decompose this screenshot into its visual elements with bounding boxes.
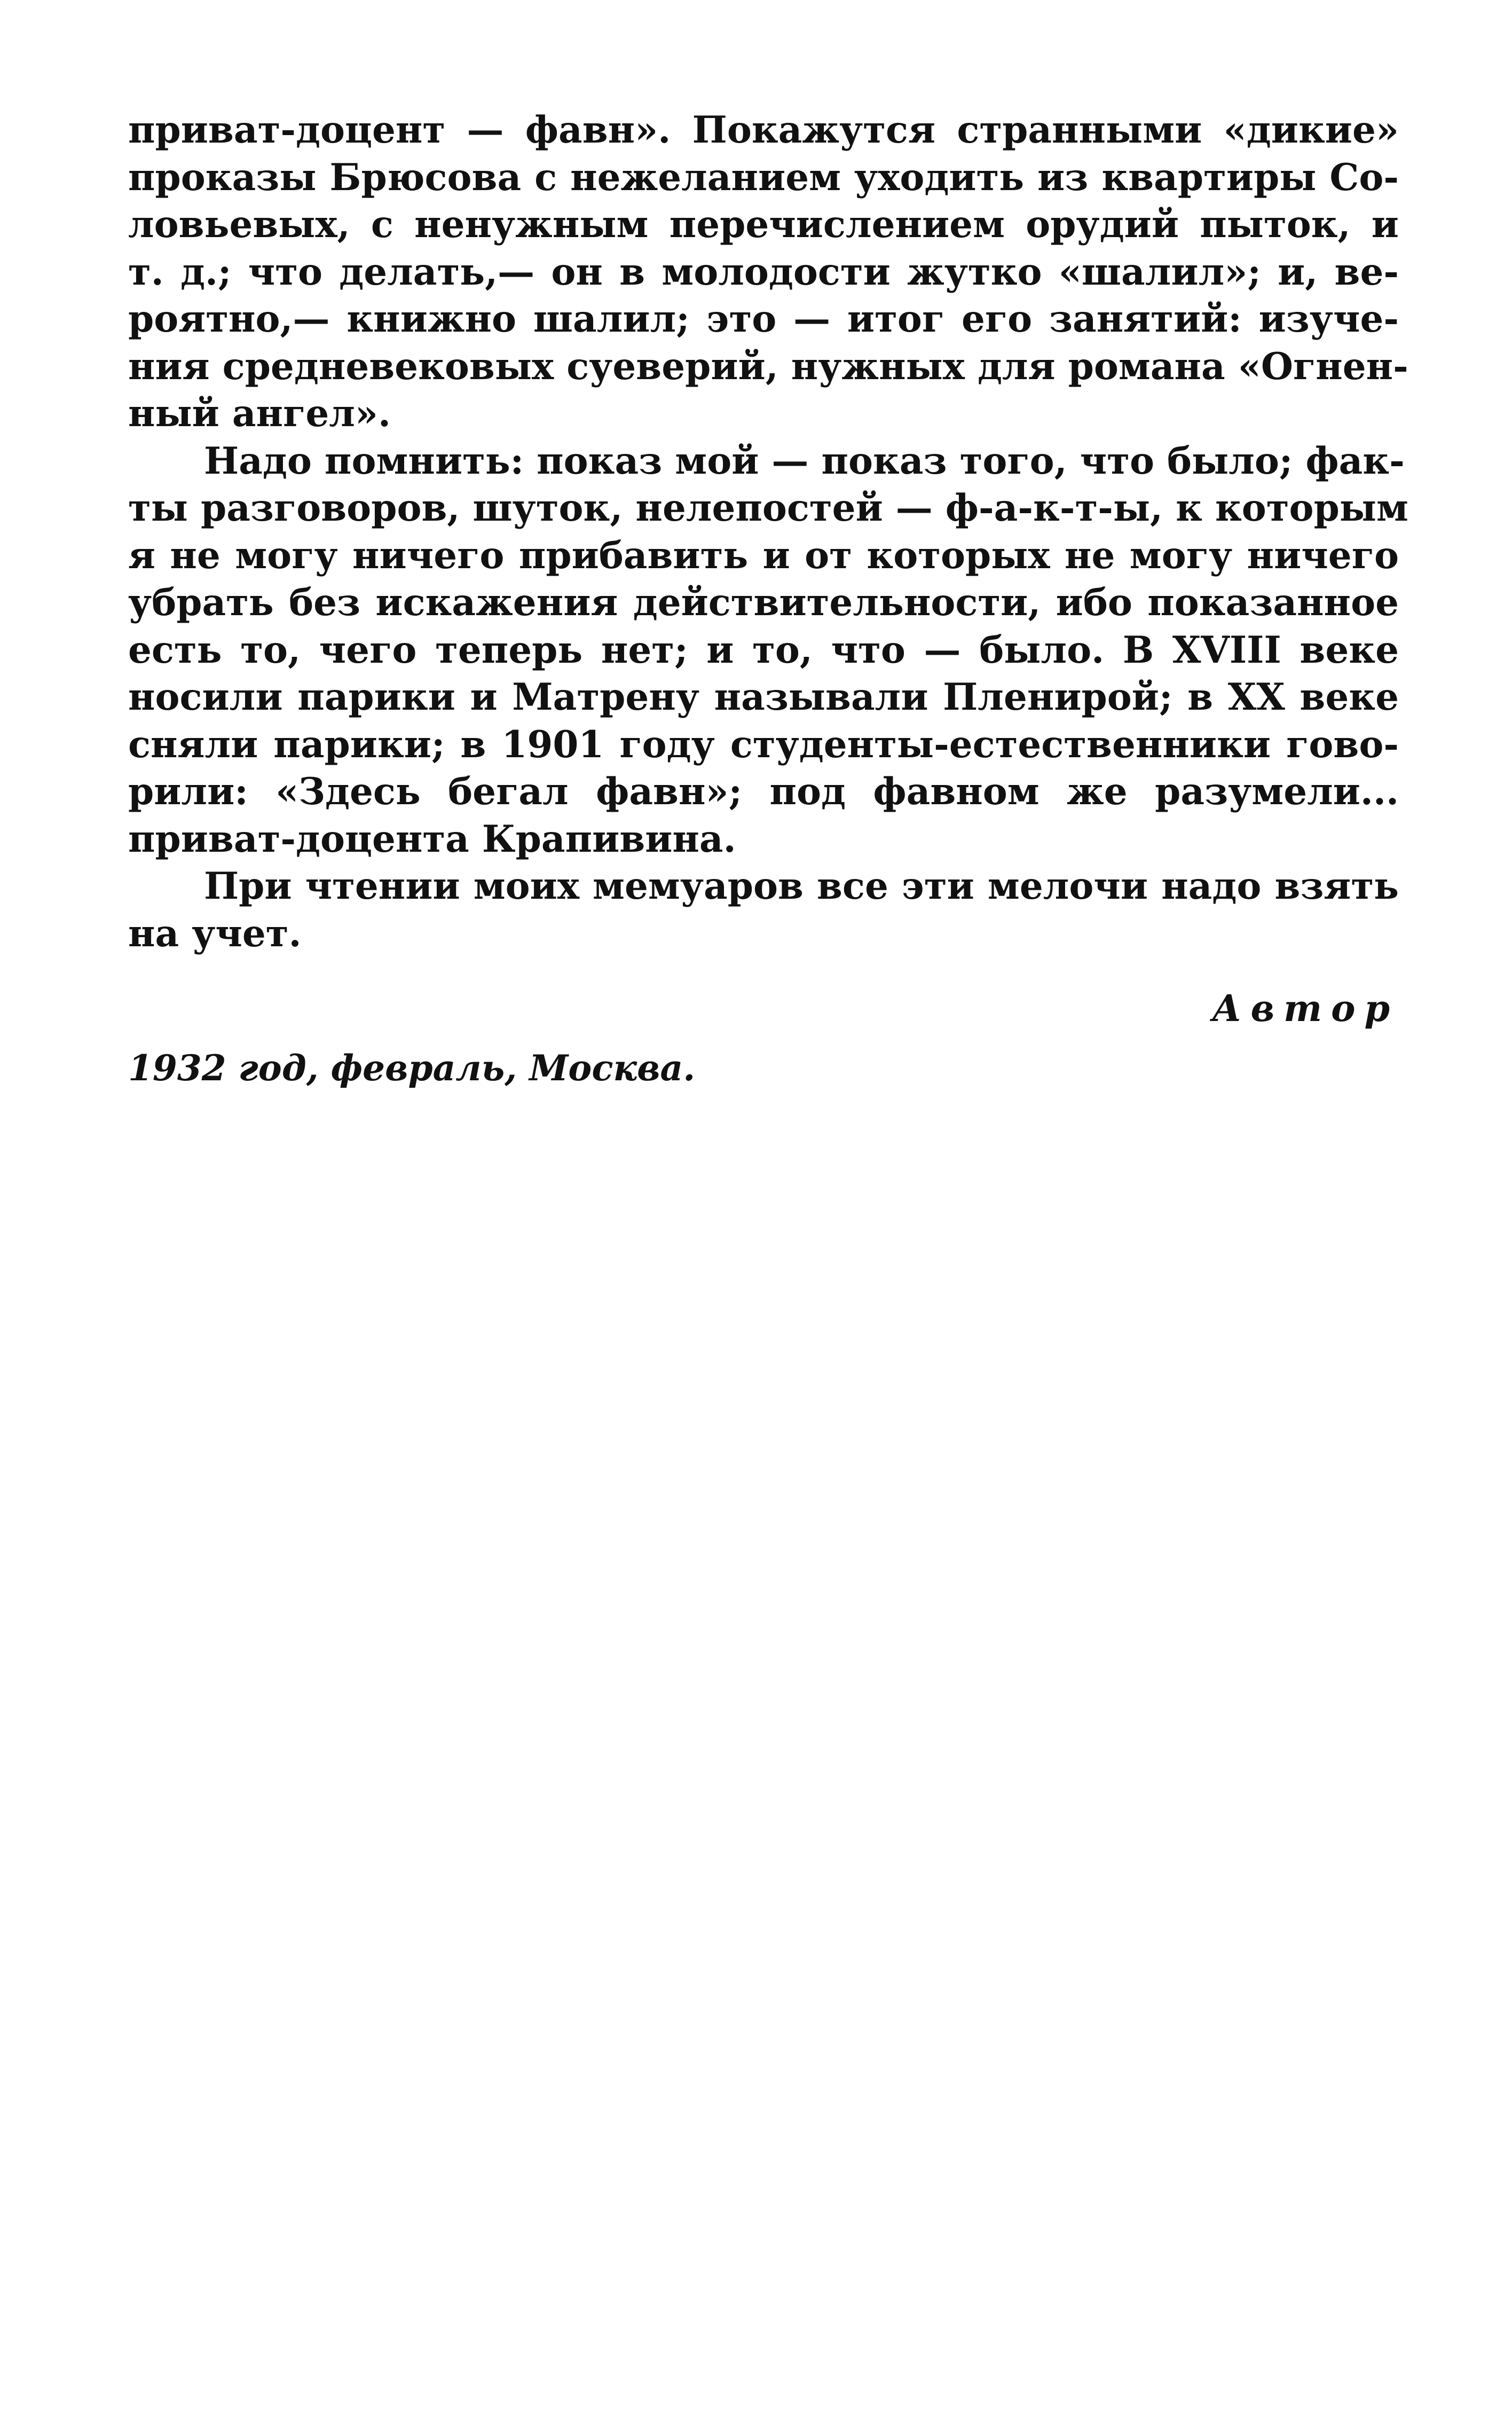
paragraph-1 xyxy=(128,107,1408,438)
text-line: носили парики и Матрену называли Пленирой; в XX веке xyxy=(128,676,1399,719)
text-line: я не могу ничего прибавить и от которых не могу ничего xyxy=(128,533,1399,577)
paragraph-3 xyxy=(128,863,1399,957)
text-line: ты разговоров, шуток, нелепостей — ф-а-к-т-ы, к которым xyxy=(128,486,1408,530)
text-line: ния средневековых суеверий, нужных для романа «Огнен- xyxy=(128,344,1408,388)
text-line: При чтении моих мемуаров все эти мелочи надо взять xyxy=(204,865,1399,908)
text-line: на учет. xyxy=(128,912,302,955)
document-page xyxy=(128,107,1408,1092)
paragraph-2 xyxy=(128,438,1408,863)
text-line: сняли парики; в 1901 году студенты-естественники гово- xyxy=(128,723,1399,766)
text-line: есть то, чего теперь нет; и то, что — было. В XVIII веке xyxy=(128,628,1399,672)
text-line: ловьевых, с ненужным перечислением орудий пыток, и xyxy=(128,203,1399,246)
text-line: приват-доцент — фавн». Покажутся странными «дикие» xyxy=(128,108,1399,152)
text-line: роятно,— книжно шалил; это — итог его занятий: изуче- xyxy=(128,297,1399,341)
text-line: т. д.; что делать,— он в молодости жутко «шалил»; и, ве- xyxy=(128,250,1399,294)
dateline: 1932 год, февраль, Москва. xyxy=(128,1047,696,1089)
text-line: проказы Брюсова с нежеланием уходить из квартиры Со- xyxy=(128,155,1399,199)
text-line: ный ангел». xyxy=(128,392,391,435)
text-line: убрать без искажения действительности, ибо показанное xyxy=(128,581,1399,624)
text-line: Надо помнить: показ мой — показ того, что было; фак- xyxy=(204,439,1405,483)
text-line: рили: «Здесь бегал фавн»; под фавном же разумели... xyxy=(128,770,1399,813)
author-signature: Автор xyxy=(1212,987,1399,1030)
text-line: приват-доцента Крапивина. xyxy=(128,817,736,861)
